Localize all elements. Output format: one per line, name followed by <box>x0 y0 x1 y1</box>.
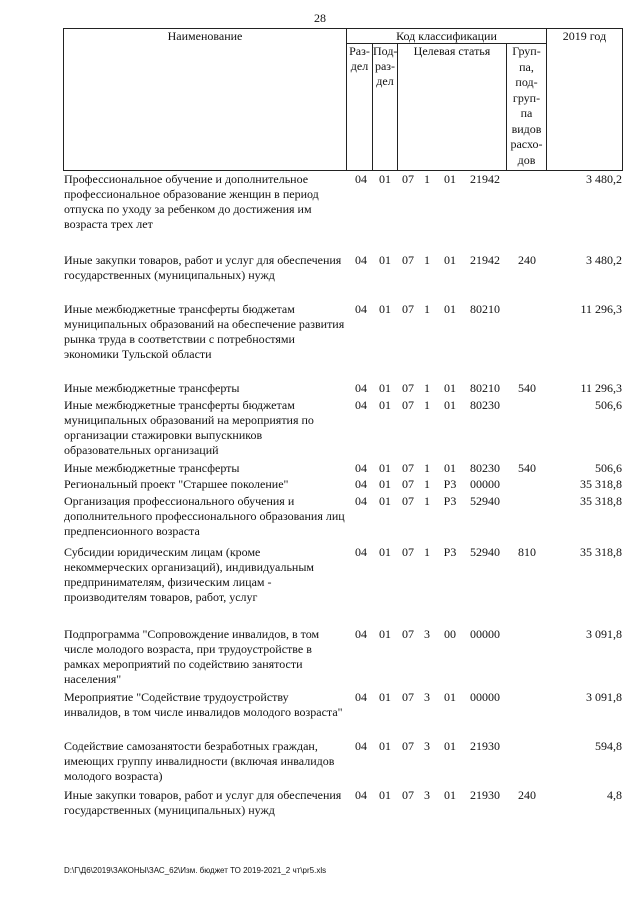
row-b: 1 <box>424 461 430 475</box>
row-c: 01 <box>444 381 456 395</box>
row-a: 07 <box>402 788 414 802</box>
header-target: Целевая статья <box>413 44 491 58</box>
row-raz: 04 <box>355 477 367 491</box>
header-razdel: Раз- дел <box>349 44 370 73</box>
row-b: 3 <box>424 788 430 802</box>
header-code: Код классификации <box>396 29 497 43</box>
row-pod: 01 <box>379 545 391 559</box>
row-grp: 540 <box>518 381 536 395</box>
row-val: 3 091,8 <box>586 627 622 641</box>
row-raz: 04 <box>355 381 367 395</box>
row-name: Подпрограмма "Сопровождение инвалидов, в том числе молодого возраста, при трудоустройстве в рамках мероприятий по содействию занятости населения" <box>64 627 320 686</box>
header-name: Наименование <box>167 29 243 43</box>
row-b: 1 <box>424 302 430 316</box>
row-name: Иные межбюджетные трансферты <box>64 381 240 395</box>
row-c: 01 <box>444 253 456 267</box>
row-name: Субсидии юридическим лицам (кроме некоммерческих организаций), индивидуальным предпринимателям, физическим лицам - производителям товаров, работ, услуг <box>64 545 314 604</box>
row-a: 07 <box>402 627 414 641</box>
row-a: 07 <box>402 739 414 753</box>
row-c: 01 <box>444 172 456 186</box>
row-b: 1 <box>424 253 430 267</box>
row-pod: 01 <box>379 690 391 704</box>
row-b: 1 <box>424 381 430 395</box>
header-left-border <box>63 28 64 171</box>
header-podrazdel: Под- раз- дел <box>373 44 398 88</box>
row-b: 3 <box>424 690 430 704</box>
row-d: 21930 <box>470 788 500 802</box>
row-a: 07 <box>402 545 414 559</box>
row-grp: 240 <box>518 788 536 802</box>
row-name: Профессиональное обучение и дополнительное профессиональное образование женщин в период отпуска по уходу за ребенком до достижения им возраста трех лет <box>64 172 319 231</box>
row-name: Иные межбюджетные трансферты бюджетам муниципальных образований на обеспечение развития рынка труда в соответствии с потребностями экономики Тульской области <box>64 302 345 361</box>
row-val: 35 318,8 <box>580 494 622 508</box>
row-b: 1 <box>424 545 430 559</box>
row-a: 07 <box>402 477 414 491</box>
row-raz: 04 <box>355 788 367 802</box>
row-raz: 04 <box>355 690 367 704</box>
row-a: 07 <box>402 398 414 412</box>
row-d: 21930 <box>470 739 500 753</box>
header-divider-podrazdel <box>397 43 398 171</box>
row-val: 4,8 <box>607 788 622 802</box>
row-pod: 01 <box>379 381 391 395</box>
row-val: 3 091,8 <box>586 690 622 704</box>
row-a: 07 <box>402 690 414 704</box>
row-pod: 01 <box>379 302 391 316</box>
row-c: P3 <box>443 494 457 508</box>
header-bottom-border <box>63 170 623 171</box>
row-c: 00 <box>444 627 456 641</box>
row-name: Иные межбюджетные трансферты <box>64 461 240 475</box>
row-name: Мероприятие "Содействие трудоустройству инвалидов, в том числе инвалидов молодого возраста" <box>64 690 343 719</box>
row-d: 00000 <box>470 627 500 641</box>
row-val: 35 318,8 <box>580 477 622 491</box>
row-name: Организация профессионального обучения и дополнительного профессионального образования лиц предпенсионного возраста <box>64 494 345 538</box>
row-pod: 01 <box>379 477 391 491</box>
row-b: 1 <box>424 172 430 186</box>
row-pod: 01 <box>379 739 391 753</box>
row-a: 07 <box>402 302 414 316</box>
row-pod: 01 <box>379 253 391 267</box>
row-raz: 04 <box>355 494 367 508</box>
row-name: Иные закупки товаров, работ и услуг для обеспечения государственных (муниципальных) нужд <box>64 253 342 282</box>
row-grp: 810 <box>518 545 536 559</box>
row-raz: 04 <box>355 253 367 267</box>
row-d: 21942 <box>470 253 500 267</box>
row-c: 01 <box>444 302 456 316</box>
row-b: 1 <box>424 494 430 508</box>
row-c: 01 <box>444 690 456 704</box>
row-pod: 01 <box>379 398 391 412</box>
row-raz: 04 <box>355 398 367 412</box>
row-pod: 01 <box>379 788 391 802</box>
row-c: P3 <box>443 477 457 491</box>
row-name: Иные межбюджетные трансферты бюджетам муниципальных образований на мероприятия по организации стажировки выпускников образовательных организаций <box>64 398 314 457</box>
row-val: 11 296,3 <box>580 302 622 316</box>
row-c: 01 <box>444 461 456 475</box>
row-c: P3 <box>443 545 457 559</box>
row-a: 07 <box>402 461 414 475</box>
header-divider-group <box>546 28 547 171</box>
row-d: 21942 <box>470 172 500 186</box>
row-val: 11 296,3 <box>580 381 622 395</box>
row-a: 07 <box>402 381 414 395</box>
row-pod: 01 <box>379 627 391 641</box>
row-b: 1 <box>424 477 430 491</box>
row-c: 01 <box>444 739 456 753</box>
row-b: 3 <box>424 627 430 641</box>
row-name: Иные закупки товаров, работ и услуг для обеспечения государственных (муниципальных) нужд <box>64 788 342 817</box>
row-raz: 04 <box>355 461 367 475</box>
row-raz: 04 <box>355 545 367 559</box>
row-pod: 01 <box>379 461 391 475</box>
file-path-footer: D:\Г\Д6\2019\ЗАКОНЫ\ЗАС_62\Изм. бюджет ТО 2019-2021_2 чт\pr5.xls <box>64 866 327 875</box>
row-c: 01 <box>444 788 456 802</box>
row-d: 00000 <box>470 690 500 704</box>
row-name: Региональный проект "Старшее поколение" <box>64 477 289 491</box>
row-name: Содействие самозанятости безработных граждан, имеющих группу инвалидности (включая инвалидов молодого возраста) <box>64 739 335 783</box>
row-b: 1 <box>424 398 430 412</box>
row-c: 01 <box>444 398 456 412</box>
row-d: 80210 <box>470 381 500 395</box>
row-d: 52940 <box>470 494 500 508</box>
row-d: 80210 <box>470 302 500 316</box>
row-raz: 04 <box>355 739 367 753</box>
page-number: 28 <box>314 11 326 25</box>
header-group: Груп- па, под- груп- па видов расхо- дов <box>510 44 543 167</box>
row-raz: 04 <box>355 172 367 186</box>
row-val: 506,6 <box>595 398 622 412</box>
row-val: 3 480,2 <box>586 172 622 186</box>
row-d: 52940 <box>470 545 500 559</box>
header-year: 2019 год <box>562 29 607 43</box>
row-raz: 04 <box>355 302 367 316</box>
row-val: 594,8 <box>595 739 622 753</box>
row-pod: 01 <box>379 172 391 186</box>
row-a: 07 <box>402 172 414 186</box>
row-a: 07 <box>402 253 414 267</box>
row-grp: 240 <box>518 253 536 267</box>
row-b: 3 <box>424 739 430 753</box>
row-pod: 01 <box>379 494 391 508</box>
row-raz: 04 <box>355 627 367 641</box>
row-val: 35 318,8 <box>580 545 622 559</box>
row-d: 80230 <box>470 461 500 475</box>
header-right-border <box>622 28 623 171</box>
row-val: 3 480,2 <box>586 253 622 267</box>
row-a: 07 <box>402 494 414 508</box>
row-d: 00000 <box>470 477 500 491</box>
row-d: 80230 <box>470 398 500 412</box>
row-grp: 540 <box>518 461 536 475</box>
row-val: 506,6 <box>595 461 622 475</box>
